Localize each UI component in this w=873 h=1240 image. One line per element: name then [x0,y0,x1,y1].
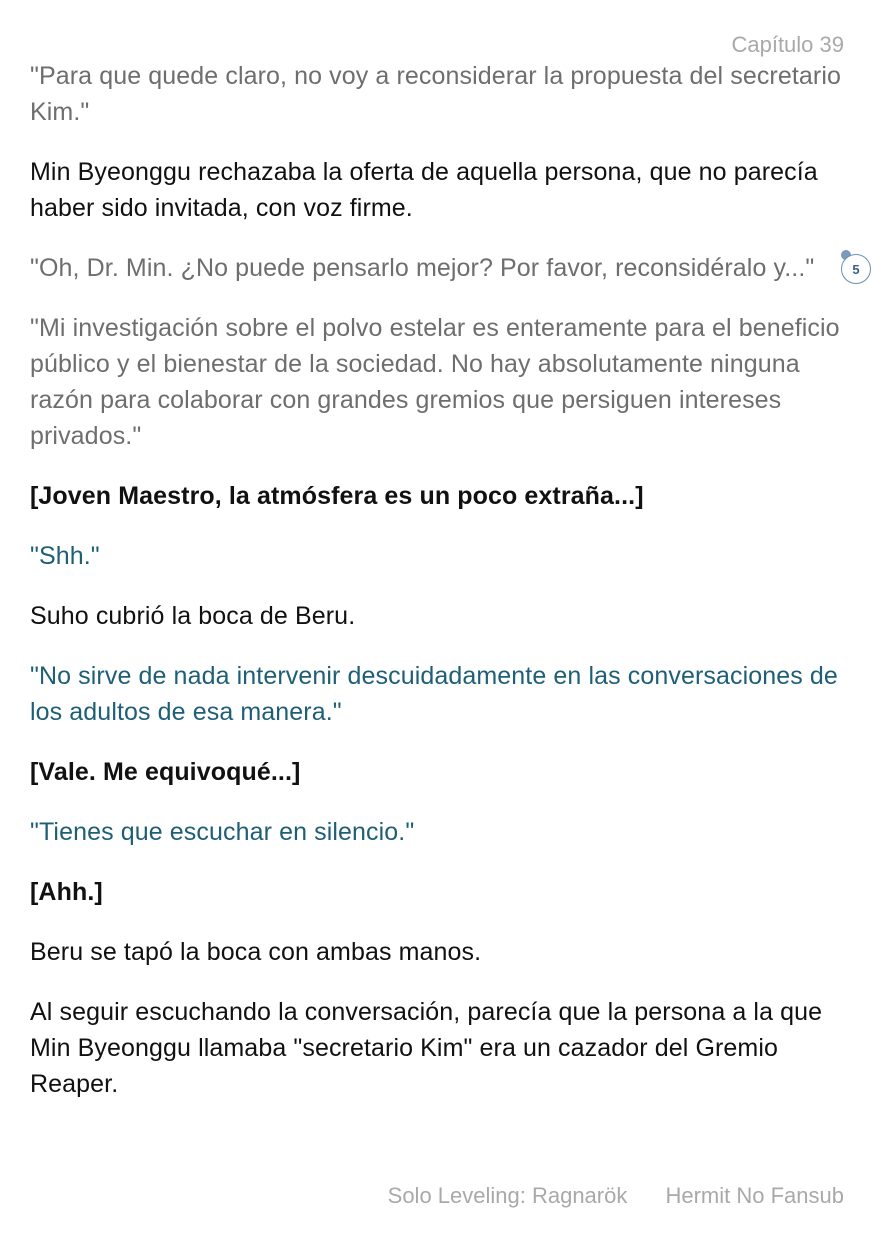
paragraph: Al seguir escuchando la conversación, parecía que la persona a la que Min Byeonggu llamaba "secretario Kim" era un cazador del Gremio Reaper. [30,998,823,1098]
footer [388,1183,844,1209]
paragraph: [Joven Maestro, la atmósfera es un poco extraña...] [30,482,644,510]
paragraph: [Vale. Me equivoqué...] [30,758,301,786]
paragraph: "Tienes que escuchar en silencio." [30,818,415,846]
paragraph: "Mi investigación sobre el polvo estelar es enteramente para el beneficio público y el bienestar de la sociedad. No hay absolutamente ninguna razón para colaborar con grandes gremios que persiguen intereses privados." [30,314,840,450]
paragraph: "Para que quede claro, no voy a reconsiderar la propuesta del secretario Kim." [30,62,841,126]
chapter-label: Capítulo 39 [731,32,844,57]
book-title: Solo Leveling: Ragnarök [387,1183,628,1208]
paragraph: Beru se tapó la boca con ambas manos. [30,938,482,966]
comment-count[interactable]: 5 [841,254,871,284]
paragraph: "Oh, Dr. Min. ¿No puede pensarlo mejor? Por favor, reconsidéralo y..." [30,254,815,282]
paragraph: Min Byeonggu rechazaba la oferta de aquella persona, que no parecía haber sido invitada, con voz firme. [30,158,818,222]
reading-content [30,58,842,1126]
paragraph: Suho cubrió la boca de Beru. [30,602,356,630]
paragraph: [Ahh.] [30,878,103,906]
paragraph: "Shh." [30,542,100,570]
translator-credit: Hermit No Fansub [665,1183,844,1208]
paragraph-comment-badge[interactable] [837,250,873,290]
paragraph: "No sirve de nada intervenir descuidadamente en las conversaciones de los adultos de esa manera." [30,662,838,726]
